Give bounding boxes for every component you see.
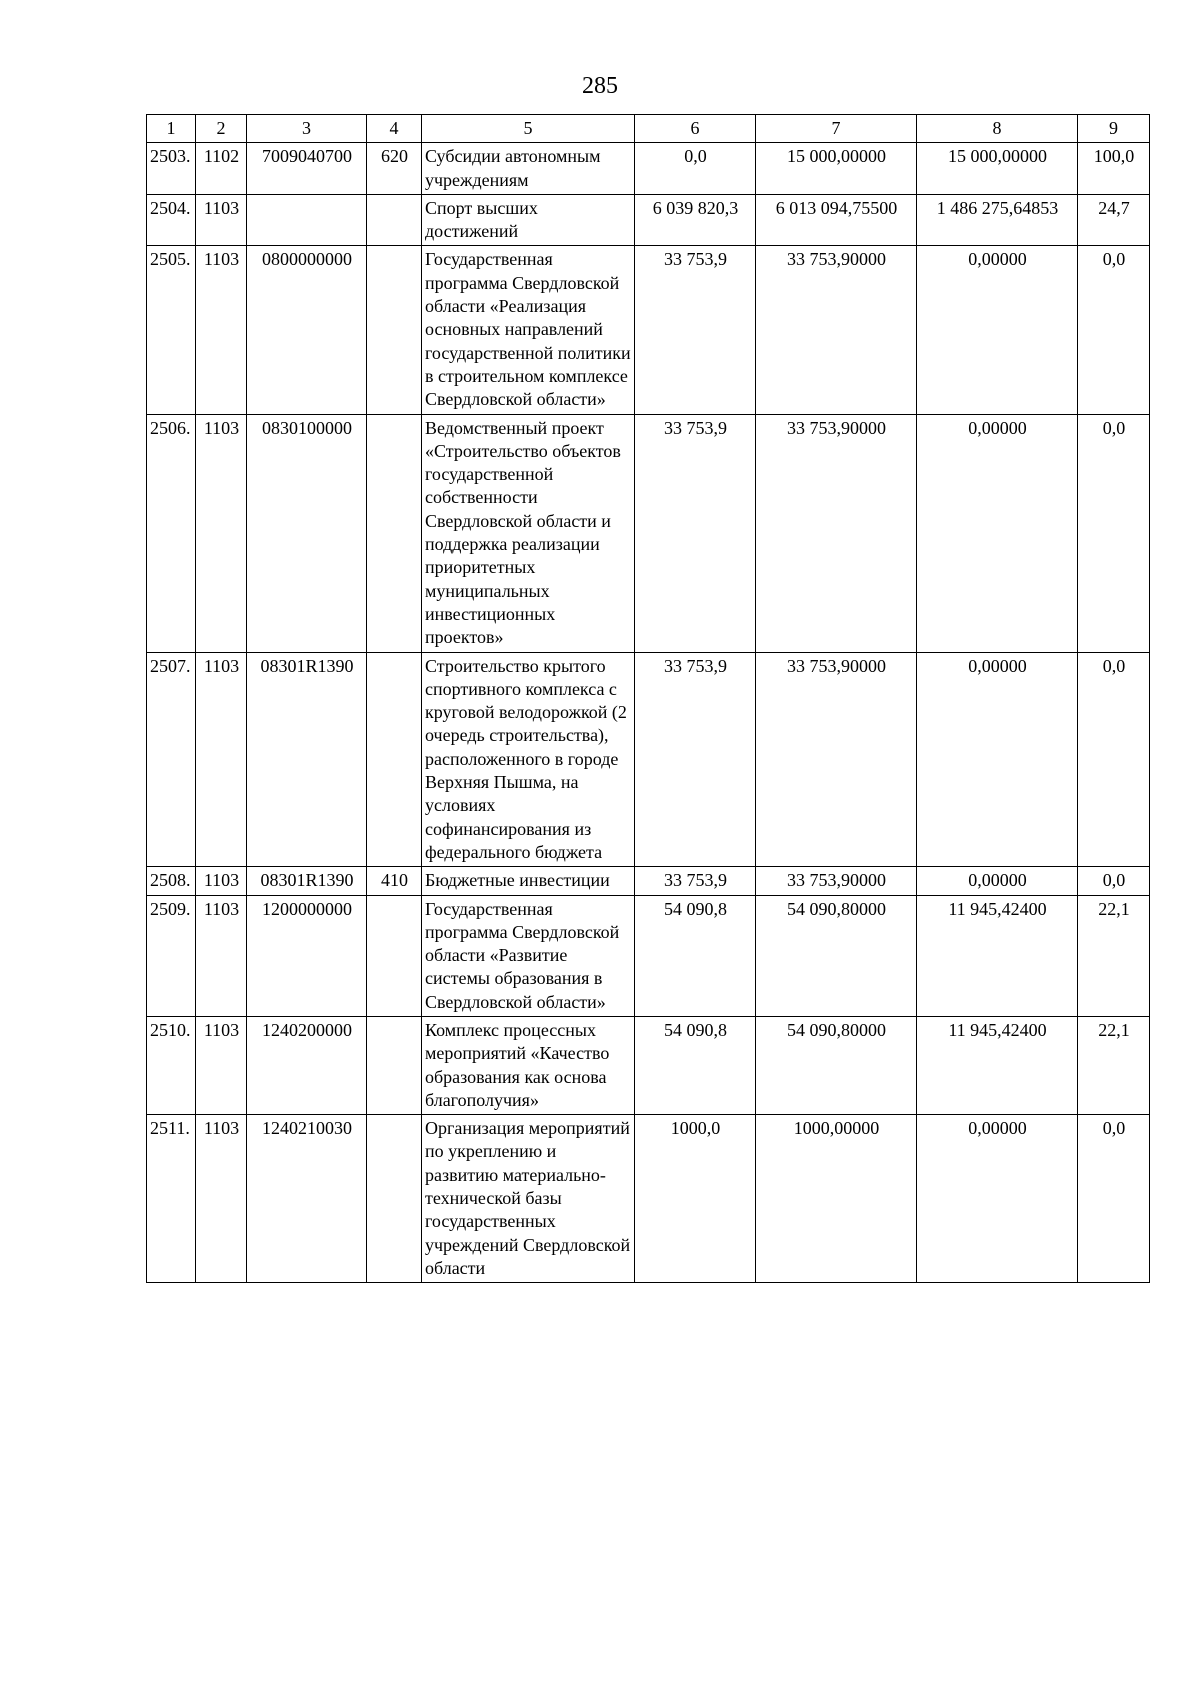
value-col9: 24,7 — [1078, 194, 1150, 246]
target-code: 08301R1390 — [247, 867, 367, 895]
section-code: 1103 — [196, 1115, 247, 1283]
row-number: 2511. — [147, 1115, 196, 1283]
item-name: Комплекс процессных мероприятий «Качество образования как основа благополучия» — [422, 1016, 635, 1114]
section-code: 1103 — [196, 414, 247, 652]
target-code: 0830100000 — [247, 414, 367, 652]
item-name: Ведомственный проект «Строительство объектов государственной собственности Свердловской области и поддержка реализации приоритетных муниципальных инвестиционных проектов» — [422, 414, 635, 652]
target-code: 1200000000 — [247, 895, 367, 1016]
value-col6: 54 090,8 — [635, 895, 756, 1016]
section-code: 1103 — [196, 895, 247, 1016]
column-header: 6 — [635, 115, 756, 143]
value-col8: 11 945,42400 — [917, 1016, 1078, 1114]
expense-kind: 620 — [367, 143, 422, 195]
value-col8: 0,00000 — [917, 414, 1078, 652]
value-col8: 0,00000 — [917, 1115, 1078, 1283]
expense-kind: 410 — [367, 867, 422, 895]
header-row — [147, 115, 1150, 143]
value-col7: 33 753,90000 — [756, 652, 917, 867]
item-name: Государственная программа Свердловской области «Развитие системы образования в Свердловской области» — [422, 895, 635, 1016]
value-col8: 0,00000 — [917, 246, 1078, 414]
value-col6: 54 090,8 — [635, 1016, 756, 1114]
value-col7: 54 090,80000 — [756, 895, 917, 1016]
table-row — [147, 246, 1150, 414]
column-header: 1 — [147, 115, 196, 143]
table-row — [147, 867, 1150, 895]
expense-kind — [367, 895, 422, 1016]
value-col9: 100,0 — [1078, 143, 1150, 195]
row-number: 2503. — [147, 143, 196, 195]
table-row — [147, 1016, 1150, 1114]
expense-kind — [367, 652, 422, 867]
table-row — [147, 414, 1150, 652]
column-header: 3 — [247, 115, 367, 143]
expense-kind — [367, 1115, 422, 1283]
item-name: Организация мероприятий по укреплению и развитию материально-технической базы государственных учреждений Свердловской области — [422, 1115, 635, 1283]
item-name: Спорт высших достижений — [422, 194, 635, 246]
table-row — [147, 895, 1150, 1016]
target-code: 08301R1390 — [247, 652, 367, 867]
row-number: 2504. — [147, 194, 196, 246]
row-number: 2508. — [147, 867, 196, 895]
target-code: 0800000000 — [247, 246, 367, 414]
value-col7: 6 013 094,75500 — [756, 194, 917, 246]
column-header: 8 — [917, 115, 1078, 143]
target-code: 1240200000 — [247, 1016, 367, 1114]
value-col9: 0,0 — [1078, 246, 1150, 414]
table-row — [147, 194, 1150, 246]
section-code: 1102 — [196, 143, 247, 195]
section-code: 1103 — [196, 194, 247, 246]
value-col6: 6 039 820,3 — [635, 194, 756, 246]
row-number: 2510. — [147, 1016, 196, 1114]
value-col6: 1000,0 — [635, 1115, 756, 1283]
row-number: 2509. — [147, 895, 196, 1016]
item-name: Бюджетные инвестиции — [422, 867, 635, 895]
expense-kind — [367, 194, 422, 246]
item-name: Государственная программа Свердловской области «Реализация основных направлений государственной политики в строительном комплексе Свердловской области» — [422, 246, 635, 414]
value-col7: 1000,00000 — [756, 1115, 917, 1283]
row-number: 2506. — [147, 414, 196, 652]
value-col9: 0,0 — [1078, 414, 1150, 652]
section-code: 1103 — [196, 867, 247, 895]
column-header: 5 — [422, 115, 635, 143]
section-code: 1103 — [196, 246, 247, 414]
value-col8: 0,00000 — [917, 652, 1078, 867]
value-col6: 33 753,9 — [635, 652, 756, 867]
value-col7: 15 000,00000 — [756, 143, 917, 195]
row-number: 2507. — [147, 652, 196, 867]
table-row — [147, 1115, 1150, 1283]
value-col9: 0,0 — [1078, 867, 1150, 895]
section-code: 1103 — [196, 652, 247, 867]
value-col7: 33 753,90000 — [756, 246, 917, 414]
page-number: 285 — [582, 73, 618, 99]
column-header: 9 — [1078, 115, 1150, 143]
budget-table — [146, 114, 1150, 1283]
expense-kind — [367, 1016, 422, 1114]
value-col8: 1 486 275,64853 — [917, 194, 1078, 246]
value-col9: 0,0 — [1078, 1115, 1150, 1283]
section-code: 1103 — [196, 1016, 247, 1114]
value-col7: 33 753,90000 — [756, 414, 917, 652]
table-row — [147, 652, 1150, 867]
value-col6: 33 753,9 — [635, 414, 756, 652]
value-col7: 54 090,80000 — [756, 1016, 917, 1114]
value-col6: 0,0 — [635, 143, 756, 195]
value-col9: 22,1 — [1078, 1016, 1150, 1114]
item-name: Строительство крытого спортивного комплекса с круговой велодорожкой (2 очередь строительства), расположенного в городе Верхняя Пышма, на условиях софинансирования из федерального бюджета — [422, 652, 635, 867]
expense-kind — [367, 246, 422, 414]
column-header: 7 — [756, 115, 917, 143]
column-header: 4 — [367, 115, 422, 143]
target-code: 1240210030 — [247, 1115, 367, 1283]
target-code — [247, 194, 367, 246]
value-col7: 33 753,90000 — [756, 867, 917, 895]
item-name: Субсидии автономным учреждениям — [422, 143, 635, 195]
value-col8: 0,00000 — [917, 867, 1078, 895]
value-col9: 0,0 — [1078, 652, 1150, 867]
column-header: 2 — [196, 115, 247, 143]
value-col6: 33 753,9 — [635, 246, 756, 414]
value-col6: 33 753,9 — [635, 867, 756, 895]
value-col9: 22,1 — [1078, 895, 1150, 1016]
table-row — [147, 143, 1150, 195]
expense-kind — [367, 414, 422, 652]
target-code: 7009040700 — [247, 143, 367, 195]
value-col8: 11 945,42400 — [917, 895, 1078, 1016]
value-col8: 15 000,00000 — [917, 143, 1078, 195]
row-number: 2505. — [147, 246, 196, 414]
